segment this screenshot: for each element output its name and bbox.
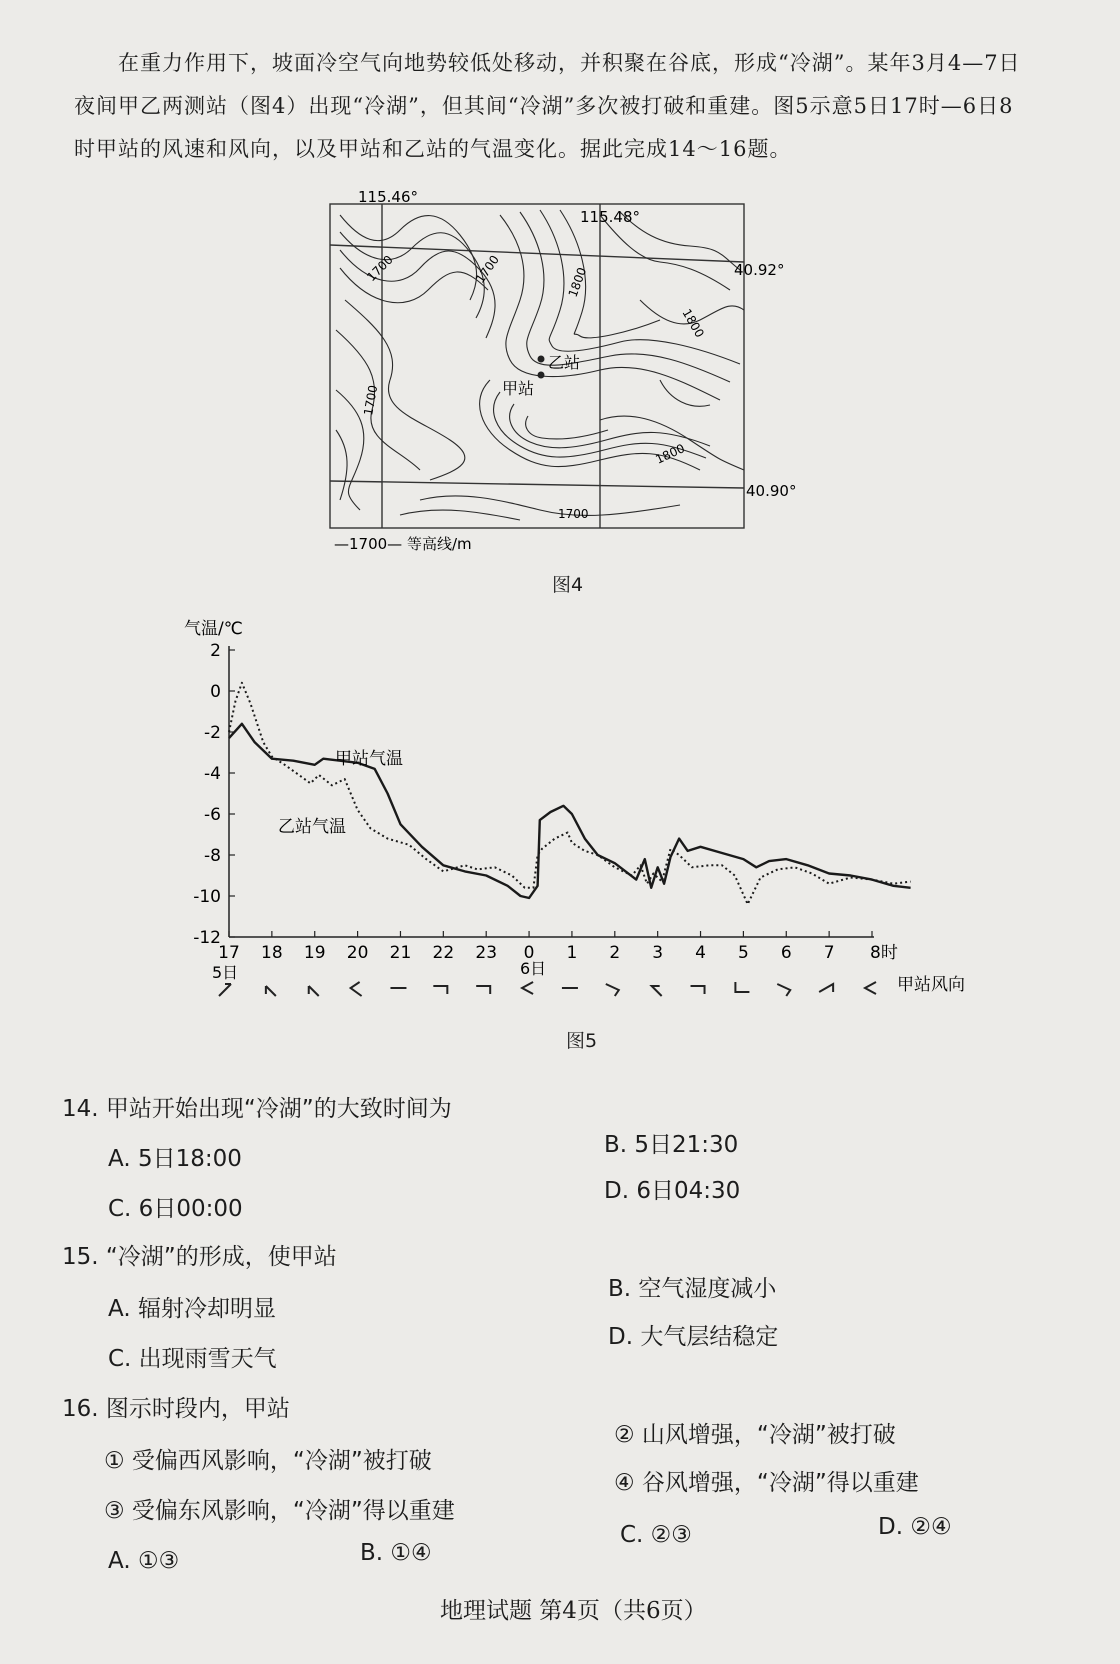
contour-label: 1700 xyxy=(472,252,502,286)
y-tick-label: -12 xyxy=(193,928,221,948)
contour-label: 1800 xyxy=(653,441,687,467)
figure-5-caption: 图5 xyxy=(566,1030,598,1052)
page-footer: 地理试题 第4页（共6页） xyxy=(440,1598,707,1624)
chart-axes xyxy=(229,646,874,937)
wind-barb xyxy=(735,982,749,992)
wind-barb xyxy=(777,984,790,996)
chart-series xyxy=(229,683,911,904)
q15-option-b[interactable]: B. 空气湿度减小 xyxy=(608,1276,777,1302)
chart-ticks xyxy=(193,641,898,963)
q15-option-c[interactable]: C. 出现雨雪天气 xyxy=(108,1346,277,1372)
q15-option-d[interactable]: D. 大气层结稳定 xyxy=(608,1324,779,1350)
wind-barb xyxy=(433,986,447,994)
wind-barb xyxy=(266,986,276,996)
question-16-stem xyxy=(62,1390,290,1423)
question-text: “冷湖”的形成，使甲站 xyxy=(105,1244,337,1270)
series-line-jia xyxy=(229,724,911,898)
series-label-jia: 甲站气温 xyxy=(335,749,403,769)
wind-barb-glyph xyxy=(476,986,490,994)
x-tick-label: 0 xyxy=(523,943,535,963)
x-tick-label: 21 xyxy=(389,943,412,963)
question-text: 图示时段内，甲站 xyxy=(105,1396,290,1422)
wind-barb-glyph xyxy=(351,982,362,996)
intro-text: 在重力作用下，坡面冷空气向地势较低处移动，并积聚在谷底，形成“冷湖”。某年3月4—7日夜间甲乙两测站（图4）出现“冷湖”，但其间“冷湖”多次被打破和重建。图5示意5日17时—6日8时甲站的风速和风向，以及甲站和乙站的气温变化。据此完成14～16题。 xyxy=(74,51,1021,161)
y-axis-label: 气温/℃ xyxy=(184,619,243,639)
q14-option-a[interactable]: A. 5日18:00 xyxy=(108,1146,242,1172)
wind-barb xyxy=(522,982,533,994)
x-sublabel-day6: 6日 xyxy=(520,959,547,978)
y-tick-label: -8 xyxy=(204,846,221,866)
x-tick-label: 23 xyxy=(475,943,498,963)
lon-left-label: 115.46° xyxy=(358,188,418,206)
wind-barb-glyph xyxy=(652,986,662,996)
question-number: 15. xyxy=(62,1244,99,1270)
x-tick-label: 17 xyxy=(218,943,240,963)
q14-option-b[interactable]: B. 5日21:30 xyxy=(604,1132,739,1158)
y-tick-label: -6 xyxy=(204,805,221,825)
q16-option-b[interactable]: B. ①④ xyxy=(360,1540,432,1566)
x-tick-label: 1 xyxy=(566,943,578,963)
question-15-stem xyxy=(62,1238,337,1271)
wind-direction-label: 甲站风向 xyxy=(897,975,965,995)
x-sublabel-day5: 5日 xyxy=(212,963,239,982)
q16-option-c[interactable]: C. ②③ xyxy=(620,1522,692,1548)
x-tick-label: 20 xyxy=(346,943,369,963)
contour-label: 1800 xyxy=(565,265,590,300)
station-yi-label: 乙站 xyxy=(548,353,581,372)
x-tick-label: 18 xyxy=(261,943,283,963)
question-number: 16. xyxy=(62,1396,99,1422)
wind-barb xyxy=(652,986,662,996)
q16-statement-1: ① 受偏西风影响，“冷湖”被打破 xyxy=(104,1448,432,1474)
wind-barb-glyph xyxy=(433,986,447,994)
wind-barb-glyph xyxy=(865,982,876,994)
contour-label: 1800 xyxy=(679,306,707,340)
x-tick-label: 5 xyxy=(737,943,749,963)
station-jia-label: 甲站 xyxy=(502,379,535,398)
wind-barb xyxy=(219,984,231,996)
x-tick-label: 2 xyxy=(609,943,621,963)
wind-barb-glyph xyxy=(691,986,705,994)
y-tick-label: -4 xyxy=(204,764,221,784)
map-legend: —1700— 等高线/m xyxy=(334,535,472,553)
q14-option-d[interactable]: D. 6日04:30 xyxy=(604,1178,741,1204)
wind-barb-glyph xyxy=(735,982,749,992)
x-tick-label: 3 xyxy=(652,943,664,963)
wind-barb-glyph xyxy=(819,984,833,992)
wind-barb xyxy=(865,982,876,994)
x-tick-label: 19 xyxy=(303,943,326,963)
x-tick-label: 6 xyxy=(780,943,792,963)
q14-option-c[interactable]: C. 6日00:00 xyxy=(108,1196,243,1222)
x-tick-label: 7 xyxy=(823,943,835,963)
wind-barb-glyph xyxy=(219,984,231,996)
wind-barb-glyph xyxy=(606,984,619,996)
wind-barb-glyph xyxy=(777,984,790,996)
wind-barb-glyph xyxy=(522,982,533,994)
q16-option-d[interactable]: D. ②④ xyxy=(878,1514,952,1540)
q15-option-a[interactable]: A. 辐射冷却明显 xyxy=(108,1296,276,1322)
lat-top-label: 40.92° xyxy=(734,261,785,279)
question-14-stem xyxy=(62,1090,452,1123)
wind-barb xyxy=(476,986,490,994)
question-number: 14. xyxy=(62,1096,99,1122)
contour-label: 1700 xyxy=(558,507,589,521)
y-tick-label: 0 xyxy=(210,682,221,702)
y-tick-label: -10 xyxy=(193,887,221,907)
q16-statement-3: ③ 受偏东风影响，“冷湖”得以重建 xyxy=(104,1498,455,1524)
wind-barb-glyph xyxy=(309,986,319,996)
x-tick-label: 4 xyxy=(695,943,706,963)
x-tick-label: 8时 xyxy=(870,943,898,963)
wind-barb-glyph xyxy=(266,986,276,996)
wind-barb xyxy=(819,984,833,992)
wind-barb xyxy=(351,982,362,996)
series-line-yi xyxy=(229,683,911,904)
question-text: 甲站开始出现“冷湖”的大致时间为 xyxy=(105,1096,452,1122)
lon-right-label: 115.48° xyxy=(580,208,640,226)
q16-statement-2: ② 山风增强，“冷湖”被打破 xyxy=(614,1422,896,1448)
x-tick-label: 22 xyxy=(432,943,455,963)
contour-label: 1700 xyxy=(361,384,381,417)
wind-barb xyxy=(606,984,619,996)
wind-barb xyxy=(309,986,319,996)
wind-barb xyxy=(691,986,705,994)
lat-bottom-label: 40.90° xyxy=(746,482,797,500)
wind-barbs xyxy=(219,982,876,996)
y-tick-label: 2 xyxy=(210,641,221,661)
q16-option-a[interactable]: A. ①③ xyxy=(108,1548,180,1574)
series-label-yi: 乙站气温 xyxy=(278,817,346,837)
q16-statement-4: ④ 谷风增强，“冷湖”得以重建 xyxy=(614,1470,919,1496)
contour-label: 1700 xyxy=(364,252,396,285)
y-tick-label: -2 xyxy=(204,723,221,743)
figure-4-caption: 图4 xyxy=(552,574,584,596)
